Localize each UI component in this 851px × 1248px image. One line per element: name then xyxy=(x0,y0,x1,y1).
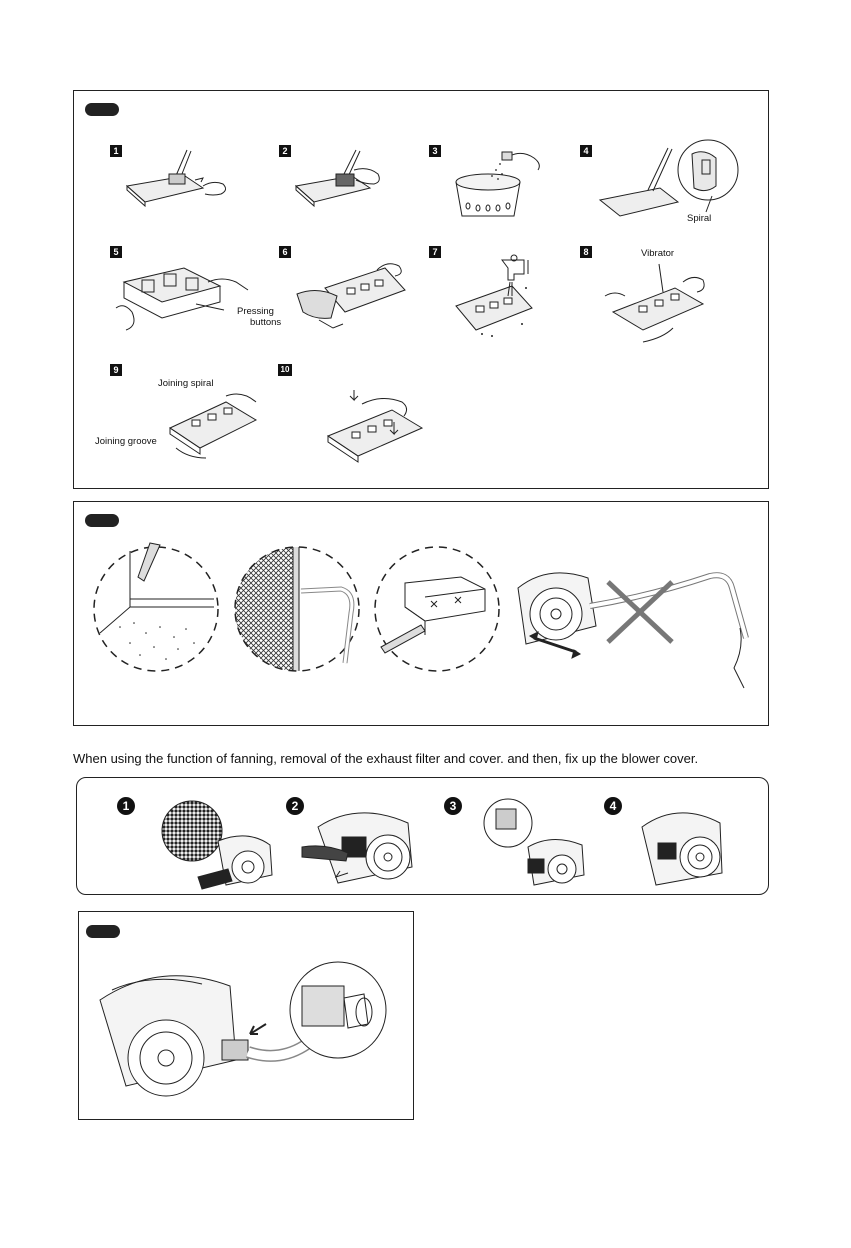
joining-spiral-label: Joining spiral xyxy=(158,378,214,389)
step-number: 5 xyxy=(110,246,122,258)
step-number: 10 xyxy=(278,364,292,376)
bin-emptying-illustration xyxy=(450,146,550,218)
screen-cleaning-illustration xyxy=(231,543,363,675)
section-badge xyxy=(86,925,120,938)
step-number: 2 xyxy=(279,145,291,157)
do-not-pull-hose-illustration xyxy=(512,558,762,698)
filter-removal-illustration xyxy=(158,797,278,889)
blower-cover-illustration xyxy=(482,797,592,889)
brush-detach-illustration xyxy=(125,148,235,213)
step-circle: 1 xyxy=(117,797,135,815)
step-circle: 3 xyxy=(444,797,462,815)
section-badge xyxy=(85,514,119,527)
step-number: 6 xyxy=(279,246,291,258)
corner-cleaning-illustration xyxy=(90,543,222,675)
wiping-illustration xyxy=(295,258,410,338)
vibrator-illustration xyxy=(603,260,718,345)
step-circle: 4 xyxy=(604,797,622,815)
sofa-cleaning-illustration xyxy=(371,543,503,675)
washing-illustration xyxy=(452,252,552,342)
vibrator-label: Vibrator xyxy=(641,248,675,259)
step-number: 1 xyxy=(110,145,122,157)
pressing-label: Pressing xyxy=(237,306,274,317)
spiral-label: Spiral xyxy=(687,213,712,224)
step-number: 7 xyxy=(429,246,441,258)
brush-release-illustration xyxy=(294,148,394,213)
buttons-label: buttons xyxy=(250,317,282,328)
pressing-buttons-illustration xyxy=(112,258,272,338)
hose-connection-illustration xyxy=(92,960,392,1105)
step-number: 4 xyxy=(580,145,592,157)
fanning-instruction-text: When using the function of fanning, removal of the exhaust filter and cover. and then, fix up the blower cover. xyxy=(73,751,699,766)
step-number: 8 xyxy=(580,246,592,258)
joining-spiral-illustration xyxy=(166,390,266,465)
blower-mounted-illustration xyxy=(636,797,726,889)
step-number: 9 xyxy=(110,364,122,376)
step-circle: 2 xyxy=(286,797,304,815)
reassembly-illustration xyxy=(318,384,433,469)
step-number: 3 xyxy=(429,145,441,157)
joining-groove-label: Joining groove xyxy=(95,436,157,447)
cover-removal-illustration xyxy=(298,797,418,889)
section-badge xyxy=(85,103,119,116)
brush-spiral-illustration xyxy=(598,138,738,223)
